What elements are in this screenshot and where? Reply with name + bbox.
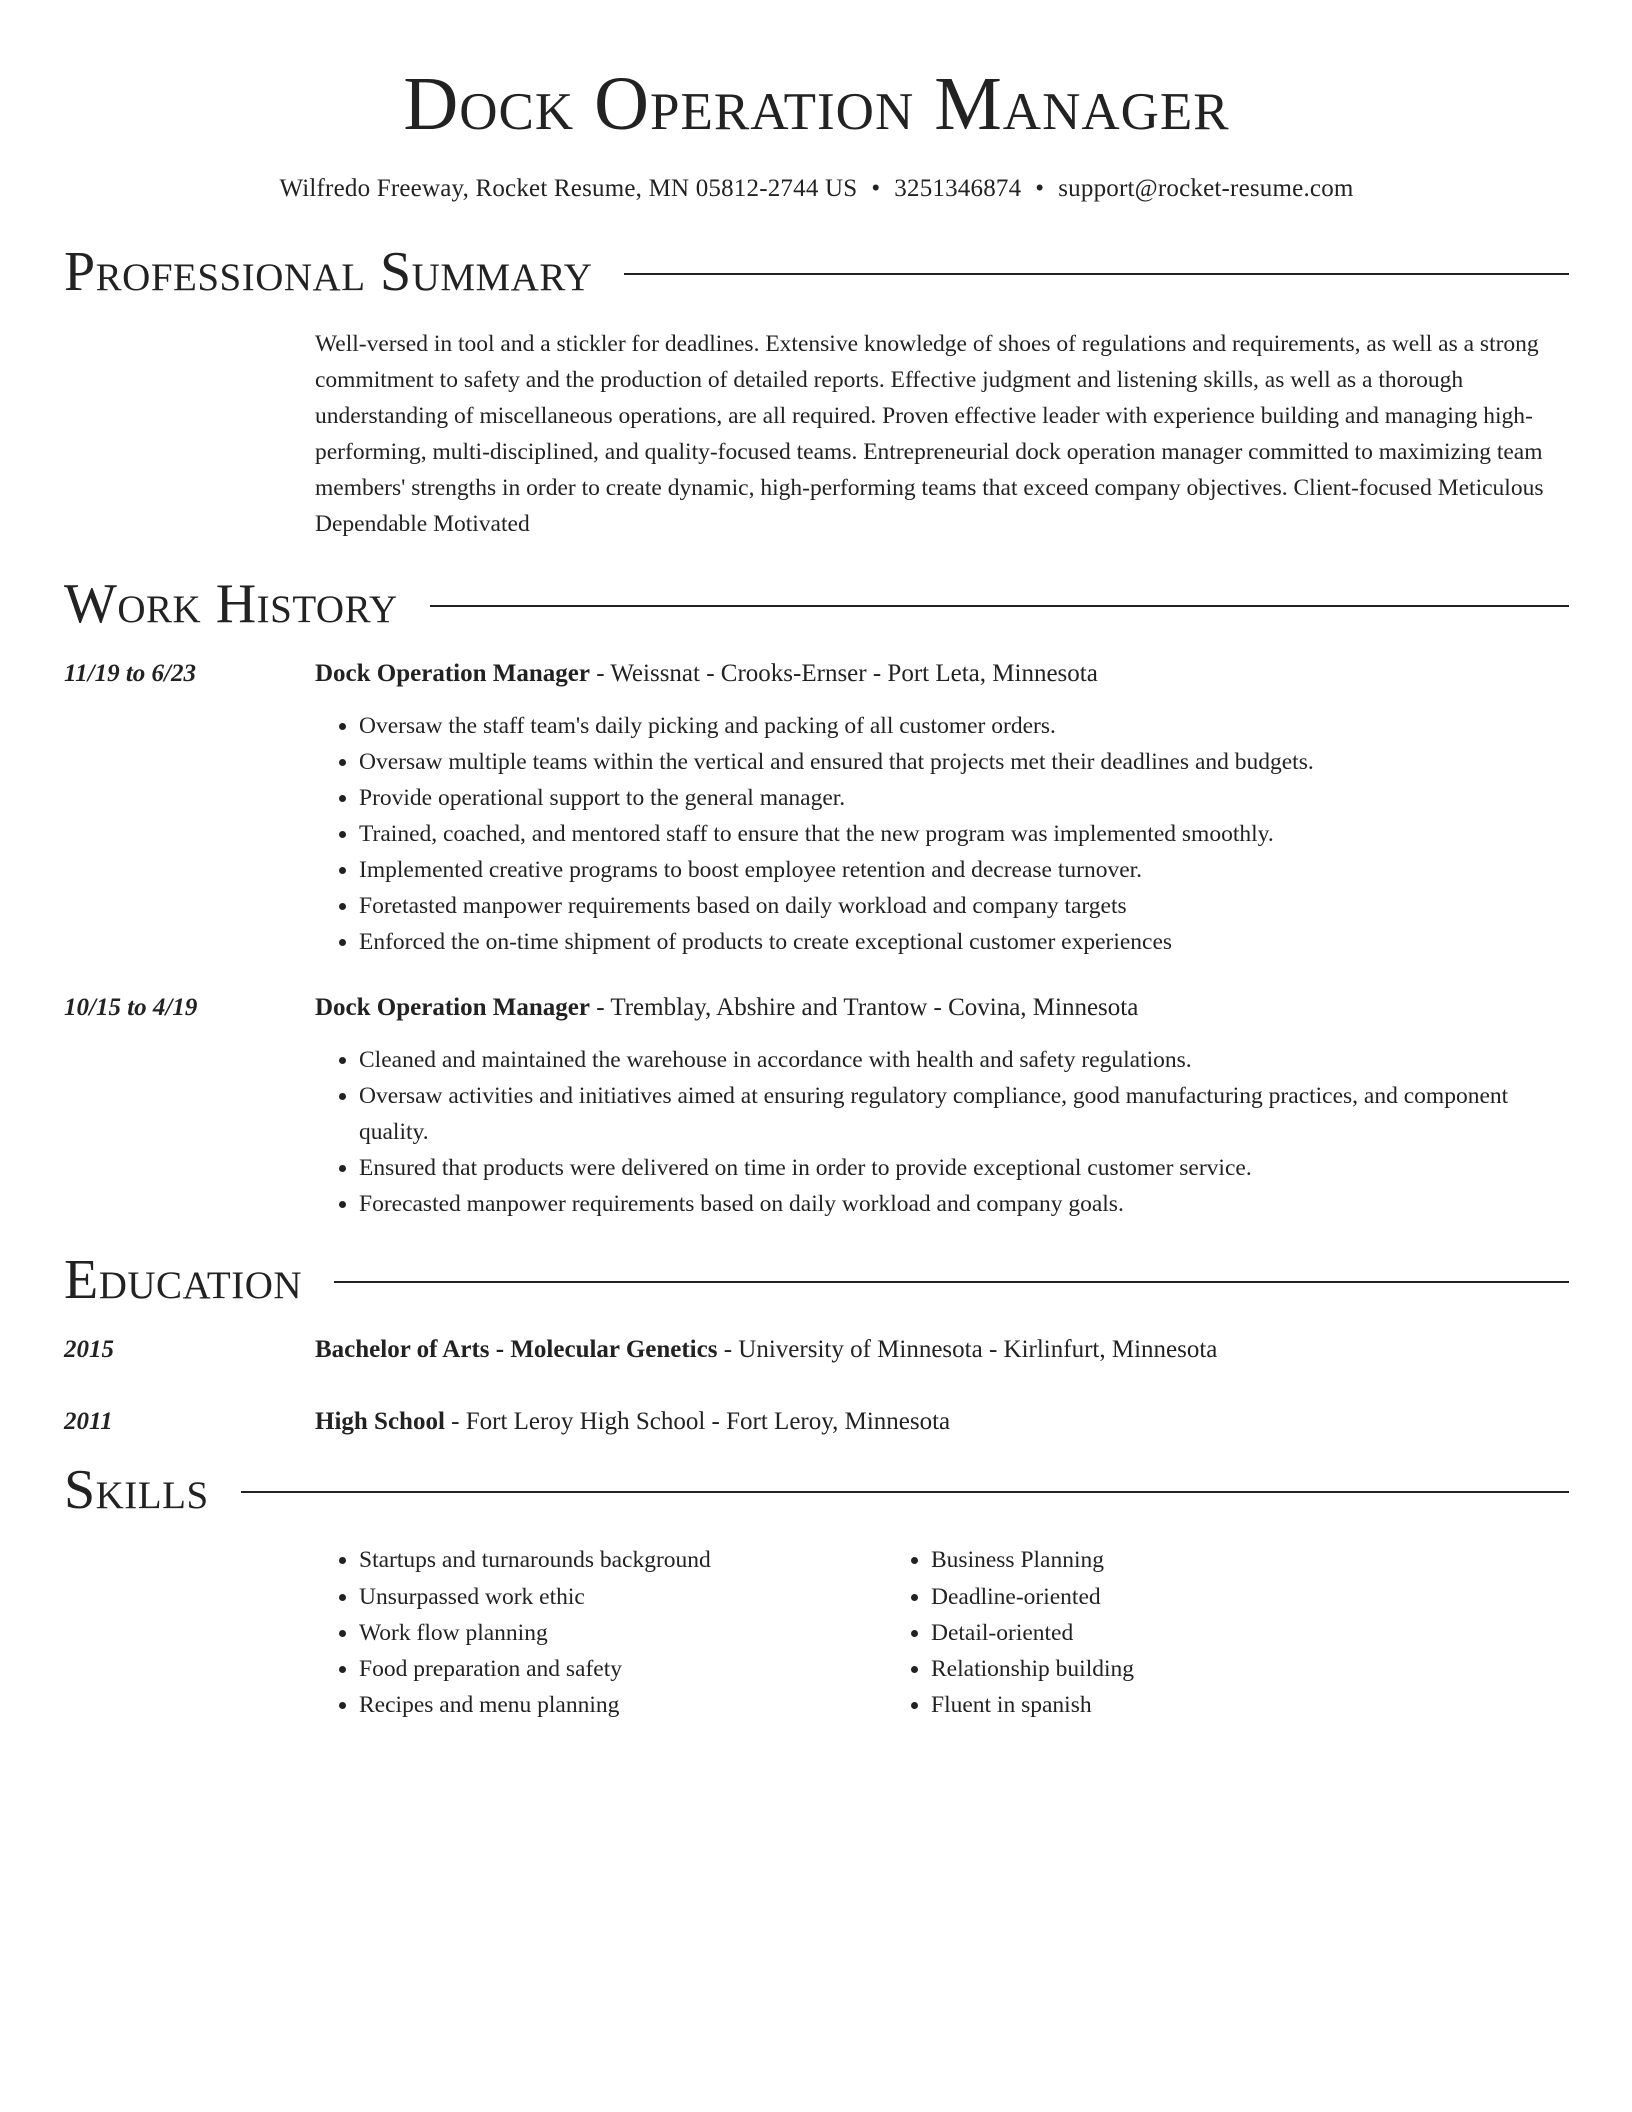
education-section-title: Education — [64, 1249, 303, 1311]
job-dates: 11/19 to 6/23 — [64, 660, 196, 687]
contact-separator: • — [871, 175, 881, 202]
summary-section-title: Professional Summary — [64, 241, 593, 303]
skill-item: • Detail-oriented — [931, 1615, 1459, 1651]
skill-item: • Business Planning — [931, 1542, 1459, 1578]
education-year: 2011 — [64, 1408, 113, 1435]
education-details: - Fort Leroy High School - Fort Leroy, Minnesota — [444, 1408, 951, 1435]
job-bullet: • Oversaw activities and initiatives aimed at ensuring regulatory compliance, good manufacturing practices, and component quality. — [359, 1078, 1569, 1150]
job-role: Dock Operation Manager — [315, 994, 590, 1021]
job-bullet: • Implemented creative programs to boost employee retention and decrease turnover. — [359, 852, 1569, 888]
resume-name: Dock Operation Manager — [403, 62, 1230, 146]
education-details: - University of Minnesota - Kirlinfurt, Minnesota — [717, 1336, 1218, 1363]
job-entry — [64, 990, 1569, 1222]
job-bullet: • Oversaw the staff team's daily picking and packing of all customer orders. — [359, 708, 1569, 744]
job-bullet: • Ensured that products were delivered on time in order to provide exceptional customer service. — [359, 1150, 1569, 1186]
skill-item: • Fluent in spanish — [931, 1687, 1459, 1723]
education-line — [315, 1404, 1569, 1440]
skills-grid — [315, 1542, 1569, 1723]
job-bullets — [315, 1042, 1569, 1222]
skill-item: • Deadline-oriented — [931, 1579, 1459, 1615]
summary-text: Well-versed in tool and a stickler for deadlines. Extensive knowledge of shoes of regulations and requirements, as well as a strong commitment to safety and the production of detailed reports. Effective judgment and listening skills, as well as a thorough understanding of miscellaneous operations, are all required. Proven effective leader with experience building and managing high-performing, multi-disciplined, and quality-focused teams. Entrepreneurial dock operation manager committed to maximizing team members' strengths in order to create dynamic, high-performing teams that exceed company objectives. Client-focused Meticulous Dependable Motivated — [315, 331, 1544, 537]
job-bullet: • Forecasted manpower requirements based on daily workload and company goals. — [359, 1186, 1569, 1222]
education-entry — [64, 1332, 1569, 1368]
education-entry — [64, 1404, 1569, 1440]
contact-email: support@rocket-resume.com — [1058, 175, 1354, 202]
education-degree: Bachelor of Arts - Molecular Genetics — [315, 1336, 718, 1363]
skills-column-left — [315, 1542, 887, 1723]
job-dates: 10/15 to 4/19 — [64, 994, 198, 1021]
work-section-header — [64, 572, 1569, 636]
job-bullet: • Enforced the on-time shipment of products to create exceptional customer experiences — [359, 924, 1569, 960]
skills-row — [64, 1522, 1569, 1723]
contact-phone: 3251346874 — [894, 175, 1022, 202]
education-line — [315, 1332, 1569, 1368]
work-section-title: Work History — [64, 573, 398, 635]
job-details: - Weissnat - Crooks-Ernser - Port Leta, Minnesota — [589, 660, 1098, 687]
contact-separator: • — [1035, 175, 1045, 202]
section-divider — [624, 273, 1569, 275]
section-divider — [334, 1281, 1569, 1283]
skill-item: • Recipes and menu planning — [359, 1687, 887, 1723]
skill-item: • Unsurpassed work ethic — [359, 1579, 887, 1615]
job-bullet: • Trained, coached, and mentored staff to ensure that the new program was implemented smoothly. — [359, 816, 1569, 852]
skill-item: • Work flow planning — [359, 1615, 887, 1651]
skill-item: • Relationship building — [931, 1651, 1459, 1687]
job-bullet: • Provide operational support to the general manager. — [359, 780, 1569, 816]
skill-item: • Food preparation and safety — [359, 1651, 887, 1687]
skills-section-title: Skills — [64, 1459, 209, 1521]
summary-section-header — [64, 240, 1569, 304]
contact-address: Wilfredo Freeway, Rocket Resume, MN 05812-2744 US — [279, 175, 858, 202]
education-section-header — [64, 1248, 1569, 1312]
job-bullets — [315, 708, 1569, 960]
summary-row — [64, 304, 1569, 542]
skills-section-header — [64, 1458, 1569, 1522]
skill-item: • Startups and turnarounds background — [359, 1542, 887, 1578]
job-bullet: • Cleaned and maintained the warehouse in accordance with health and safety regulations. — [359, 1042, 1569, 1078]
job-role: Dock Operation Manager — [315, 660, 590, 687]
job-title-line — [315, 990, 1569, 1026]
job-details: - Tremblay, Abshire and Trantow - Covina, Minnesota — [589, 994, 1139, 1021]
section-divider — [430, 605, 1569, 607]
job-entry — [64, 656, 1569, 960]
contact-line — [64, 172, 1569, 206]
skills-column-right — [887, 1542, 1459, 1723]
job-bullet: • Foretasted manpower requirements based on daily workload and company targets — [359, 888, 1569, 924]
education-year: 2015 — [64, 1336, 114, 1363]
job-title-line — [315, 656, 1569, 692]
education-degree: High School — [315, 1408, 445, 1435]
section-divider — [241, 1491, 1569, 1493]
summary-spacer — [64, 304, 315, 542]
job-bullet: • Oversaw multiple teams within the vertical and ensured that projects met their deadlines and budgets. — [359, 744, 1569, 780]
skills-spacer — [64, 1522, 315, 1723]
